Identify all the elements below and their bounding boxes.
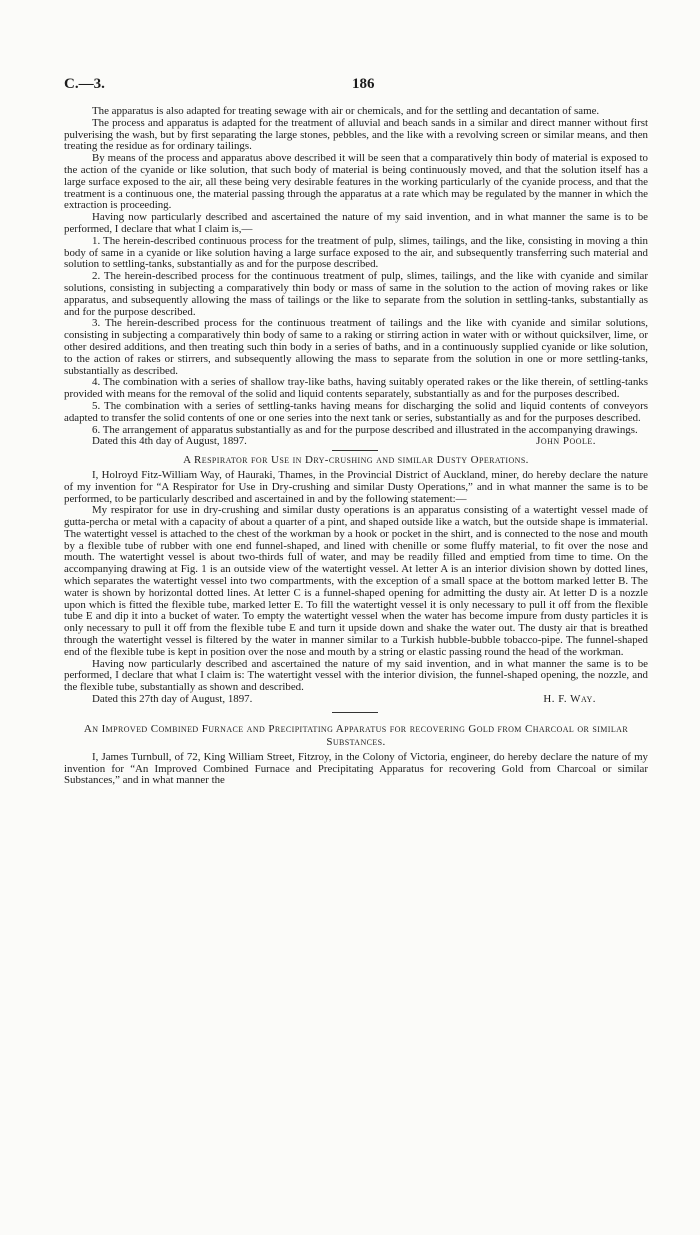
- claim-2: 2. The herein-described process for the continuous treatment of pulp, slimes, tailings, and the like with cyanide and similar solutions, consisting in subjecting a comparatively thin body or mass of same in the solution to the action of moving rakes or like apparatus, and subsequently allowing the mass of tailings or the like to separate from the solution in settling-tanks, substantially as and for the purpose described.: [64, 270, 648, 318]
- report-reference: C.—3.: [64, 76, 105, 92]
- section-2: [64, 455, 648, 706]
- section-title: A Respirator for Use in Dry-crushing and similar Dusty Operations.: [183, 454, 529, 467]
- section-divider: [332, 450, 378, 451]
- signature-line: [64, 436, 648, 448]
- claim-1: 1. The herein-described continuous process for the treatment of pulp, slimes, tailings, and the like, consisting in moving a thin body of same in a cyanide or like solution having a large surface exposed to the air, and subsequently transferring such material and solution to settling-tanks, substantially as and for the purpose described.: [64, 234, 648, 271]
- paragraph: I, Holroyd Fitz-William Way, of Hauraki, Thames, in the Provincial District of Auckland, miner, do hereby declare the nature of my invention for “A Respirator for Use in Dry-crushing and similar Dusty Operations,” and in what manner the same is to be performed, to be particularly described and ascertained in and by the following statement:—: [64, 468, 648, 505]
- page-header: [64, 76, 642, 96]
- paragraph: I, James Turnbull, of 72, King William Street, Fitzroy, in the Colony of Victoria, engineer, do hereby declare the nature of my invention for “An Improved Combined Furnace and Precipitating Apparatus for recovering Gold from Charcoal or similar Substances,” and in what manner the: [64, 750, 648, 787]
- dated-line: Dated this 27th day of August, 1897.: [92, 693, 253, 706]
- page-body: [64, 106, 648, 787]
- claim-5: 5. The combination with a series of settling-tanks having means for discharging the solid and liquid contents of conveyors adapted to transfer the solid contents of one or one series into the next tank or series, substantially as and for the purposes described.: [64, 399, 648, 424]
- section-1: [64, 106, 648, 448]
- paragraph: Having now particularly described and ascertained the nature of my said invention, and in what manner the same is to be performed, I declare that what I claim is: The watertight vessel with the interior division, the funnel-shaped opening, the nozzle, and the flexible tube, substantially as shown and described.: [64, 657, 648, 694]
- section-divider: [332, 712, 378, 713]
- section-3: [64, 723, 648, 787]
- claim-6: 6. The arrangement of apparatus substantially as and for the purpose described and illustrated in the accompanying drawings.: [92, 423, 638, 436]
- dated-line: Dated this 4th day of August, 1897.: [92, 435, 247, 448]
- signature-line: [64, 694, 648, 706]
- paragraph: My respirator for use in dry-crushing and similar dusty operations is an apparatus consisting of a watertight vessel made of gutta-percha or metal with a capacity of about a quarter of a pint, and shaped outside like a watch, but the outside shape is immaterial. The watertight vessel is attached to the chest of the workman by a hook or pocket in the shirt, and is connected to the nose and mouth by a flexible tube of rubber with one end funnel-shaped, and lined with chenille or some fluffy material, to fit over the nose and mouth. The watertight vessel is about two-thirds full of water, and may be readily filled and emptied from time to time. On the accompanying drawing at Fig. 1 is an outside view of the watertight vessel. At letter A is an interior division shown by dotted lines, which separates the watertight vessel into two compartments, with the exception of a small space at the bottom marked letter B. The water is shown by horizontal dotted lines. At letter C is a funnel-shaped opening for admitting the dusty air. At letter D is a nozzle upon which is fitted the flexible tube, marked letter E. To fill the watertight vessel it is only necessary to pull it off from the flexible tube E and dip it into a bucket of water. To empty the watertight vessel when the water has become impure from dusty particles it is only necessary to pull it off from the flexible tube E and turn it upside down and shake the water out. The dusty air that is breathed through the watertight vessel is filtered by the water in manner similar to a Turkish hubble-bubble tobacco-pipe. The funnel-shaped end of the flexible tube is kept in position over the nose and mouth by a string or elastic passing round the head of the workman.: [64, 504, 648, 658]
- claim-3: 3. The herein-described process for the continuous treatment of tailings and the like with cyanide and similar solutions, consisting in subjecting a comparatively thin body of same to a raking or stirring action in water with or without quicksilver, lime, or other desired additions, and then treating such thin body in a series of baths, and in a continuously supplied cyanide or like solution, to the action of rakes or stirrers, and subsequently allowing the mass to separate from the solution in one or more settling-tanks, substantially as described.: [64, 317, 648, 377]
- page-number: 186: [352, 76, 375, 92]
- paragraph: The process and apparatus is adapted for the treatment of alluvial and beach sands in a similar and direct manner without first pulverising the wash, but by first separating the large stones, pebbles, and the like with a revolving screen or similar means, and then treating the residue as for ordinary tailings.: [64, 116, 648, 153]
- paragraph: The apparatus is also adapted for treating sewage with air or chemicals, and for the settling and decantation of same.: [92, 105, 600, 117]
- paragraph: By means of the process and apparatus above described it will be seen that a comparatively thin body of material is exposed to the action of the cyanide or like solution, that such body of material is being continuously moved, and that the solution itself has a large surface exposed to the air, all these being very desirable features in the working particularly of the cyanide process, and that the treatment is a continuous one, the material passing through the apparatus at a rate which may be regulated by the manner in which the extraction is proceeding.: [64, 152, 648, 212]
- claim-4: 4. The combination with a series of shallow tray-like baths, having suitably operated rakes or the like therein, of settling-tanks provided with means for the removal of the solid and liquid contents separately, substantially as and for the purposes described.: [64, 376, 648, 401]
- signatory-name: H. F. Way.: [543, 693, 596, 706]
- signatory-name: John Poole.: [536, 435, 596, 448]
- paragraph: Having now particularly described and ascertained the nature of my said invention, and in what manner the same is to be performed, I declare that what I claim is,—: [64, 211, 648, 235]
- section-title: An Improved Combined Furnace and Precipitating Apparatus for recovering Gold from Charcoal or similar Substances.: [83, 722, 629, 748]
